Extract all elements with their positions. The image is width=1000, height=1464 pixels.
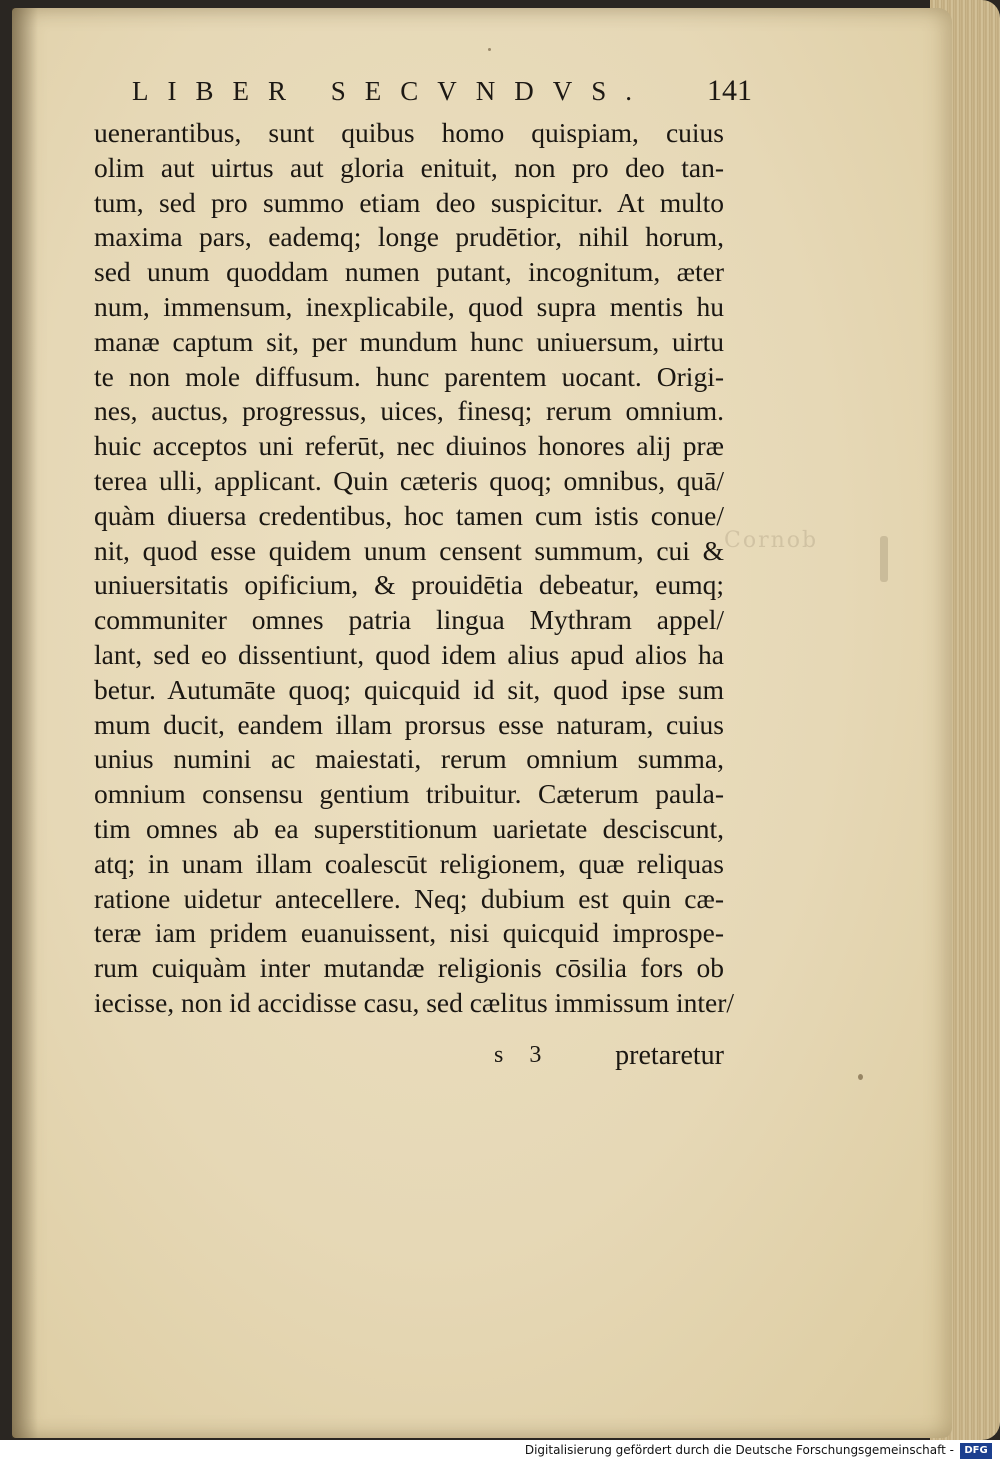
text-line: maxima pars, eademq; longe prudētior, nihil horum, [94, 221, 724, 253]
text-line: num, immensum, inexplicabile, quod supra mentis hu [94, 290, 724, 322]
text-line: omnium consensu gentium tribuitur. Cæterum paula- [94, 778, 724, 810]
text-line: huic acceptos uni referūt, nec diuinos honores alij præ [94, 430, 724, 462]
text-line: lant, sed eo dissentiunt, quod idem alius apud alios ha [94, 638, 724, 670]
text-line: iecisse, non id accidisse casu, sed cælitus immissum inter/ [94, 986, 735, 1018]
text-line: olim aut uirtus aut gloria enituit, non pro deo tan- [94, 151, 724, 183]
text-line: unius numini ac maiestati, rerum omnium summa, [94, 743, 724, 775]
text-line: betur. Autumāte quoq; quicquid id sit, quod ipse sum [94, 673, 724, 705]
gutter-shadow [12, 8, 38, 1438]
paper-spot [488, 48, 491, 51]
digitization-footer [0, 1440, 1000, 1464]
text-line: teræ iam pridem euanuissent, nisi quicquid improspe- [94, 917, 724, 949]
text-line: tim omnes ab ea superstitionum uarietate desciscunt, [94, 812, 724, 844]
show-through-text: Cornob [724, 528, 819, 553]
text-line: uniuersitatis opificium, & prouidētia debeatur, eumq; [94, 569, 724, 601]
signature-mark: s 3 [494, 1042, 552, 1068]
text-line: sed unum quoddam numen putant, incognitum, æter [94, 256, 724, 288]
running-head: LIBER SECVNDVS. [132, 76, 652, 106]
page-foot [94, 1040, 724, 1080]
text-line: communiter omnes patria lingua Mythram appel/ [94, 604, 724, 636]
text-line: te non mole diffusum. hunc parentem uocant. Origi- [94, 360, 724, 392]
text-line: atq; in unam illam coalescūt religionem, quæ reliquas [94, 847, 724, 879]
text-line: uenerantibus, sunt quibus homo quispiam, cuius [94, 117, 724, 148]
show-through-mark [880, 536, 888, 582]
page-header [92, 76, 752, 118]
text-line: manæ captum sit, per mundum hunc uniuersum, uirtu [94, 325, 724, 357]
text-line: ratione uidetur antecellere. Neq; dubium est quin cæ- [94, 882, 724, 914]
page-number: 141 [707, 74, 752, 107]
catchword: pretaretur [615, 1040, 724, 1071]
paper-spot [858, 1074, 863, 1080]
text-line: tum, sed pro summo etiam deo suspicitur. At multo [94, 186, 724, 218]
funding-credit: Digitalisierung gefördert durch die Deutsche Forschungsgemeinschaft - [524, 1443, 954, 1457]
text-line: quàm diuersa credentibus, hoc tamen cum istis conue/ [94, 499, 724, 531]
text-line: nes, auctus, progressus, uices, finesq; rerum omnium. [94, 395, 724, 427]
body-text [94, 116, 735, 1021]
text-line: rum cuiquàm inter mutandæ religionis cōsilia fors ob [94, 952, 724, 984]
text-line: terea ulli, applicant. Quin cæteris quoq; omnibus, quā/ [94, 464, 724, 496]
text-line: mum ducit, eandem illam prorsus esse naturam, cuius [94, 708, 724, 740]
dfg-logo: DFG [960, 1443, 992, 1459]
text-line: nit, quod esse quidem unum censent summum, cui & [94, 534, 724, 566]
